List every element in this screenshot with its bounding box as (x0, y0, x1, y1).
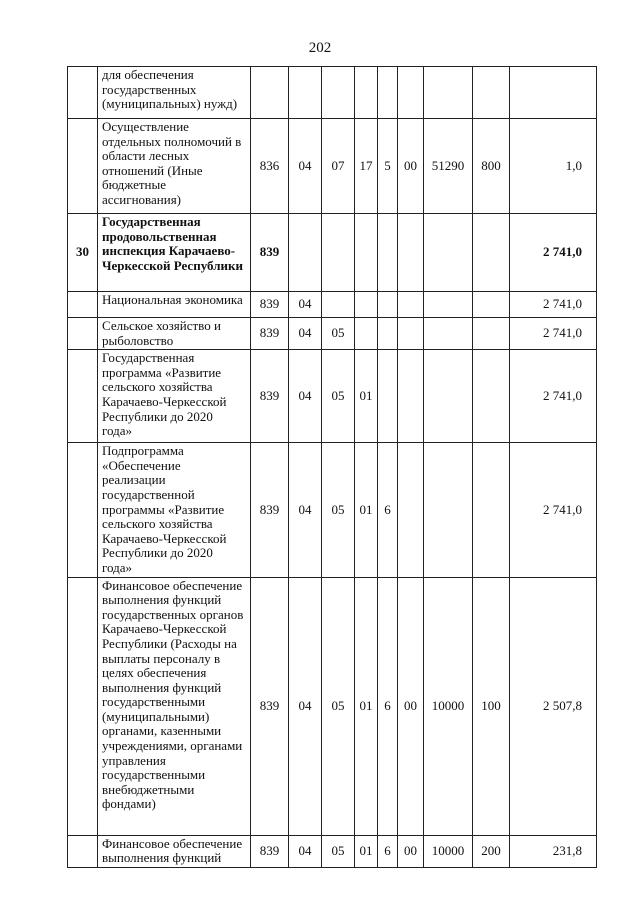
section-code-cell: 04 (289, 119, 322, 214)
program-code-cell (355, 318, 378, 350)
subprogram-code-cell: 6 (378, 835, 398, 867)
program-code-cell: 01 (355, 443, 378, 577)
section-code-cell: 04 (289, 350, 322, 443)
subprogram-code-cell (378, 318, 398, 350)
expense-type-cell: 200 (473, 835, 510, 867)
ministry-code-cell: 839 (251, 835, 289, 867)
expense-type-cell (473, 318, 510, 350)
program-code-cell: 01 (355, 835, 378, 867)
amount-cell: 2 741,0 (510, 214, 597, 292)
subprogram-code-cell (378, 350, 398, 443)
subprogram-code-cell: 6 (378, 443, 398, 577)
section-code-cell: 04 (289, 292, 322, 318)
subsection-code-cell: 05 (322, 318, 355, 350)
subprogram-code-cell (378, 292, 398, 318)
expense-type-cell: 100 (473, 577, 510, 835)
amount-cell (510, 67, 597, 119)
target-article-cell: 10000 (424, 835, 473, 867)
direction-code-cell: 00 (398, 577, 424, 835)
expense-type-cell (473, 214, 510, 292)
section-code-cell (289, 214, 322, 292)
page-number: 202 (308, 40, 332, 56)
ministry-code-cell (251, 67, 289, 119)
expense-type-cell (473, 67, 510, 119)
table-row (68, 119, 597, 214)
row-number-cell: 30 (68, 214, 98, 292)
subprogram-code-cell: 6 (378, 577, 398, 835)
row-number-cell (68, 577, 98, 835)
target-article-cell (424, 318, 473, 350)
ministry-code-cell: 839 (251, 318, 289, 350)
ministry-code-cell: 839 (251, 214, 289, 292)
table-row (68, 214, 597, 292)
table-row (68, 67, 597, 119)
section-code-cell: 04 (289, 835, 322, 867)
subsection-code-cell: 05 (322, 577, 355, 835)
row-name-cell: Осуществление отдельных полномочий в области лесных отношений (Иные бюджетные ассигнования) (98, 119, 251, 214)
budget-table-body (68, 67, 597, 868)
direction-code-cell (398, 350, 424, 443)
row-number-cell (68, 119, 98, 214)
expense-type-cell (473, 292, 510, 318)
direction-code-cell: 00 (398, 119, 424, 214)
target-article-cell (424, 350, 473, 443)
row-name-cell: Финансовое обеспечение выполнения функций государственных органов Карачаево-Черкесской Республики (Расходы на выплаты персоналу в целях обеспечения выполнения функций государственными (муниципальными) органами, казенными учреждениями, органами управления государственными внебюджетными фондами) (98, 577, 251, 835)
subsection-code-cell (322, 214, 355, 292)
ministry-code-cell: 836 (251, 119, 289, 214)
direction-code-cell (398, 292, 424, 318)
section-code-cell (289, 67, 322, 119)
target-article-cell (424, 67, 473, 119)
subsection-code-cell: 05 (322, 835, 355, 867)
direction-code-cell (398, 443, 424, 577)
amount-cell: 2 741,0 (510, 350, 597, 443)
row-name-cell: Подпрограмма «Обеспечение реализации государственной программы «Развитие сельского хозяйства Карачаево-Черкесской Республики до 2020 года» (98, 443, 251, 577)
direction-code-cell (398, 67, 424, 119)
table-row (68, 835, 597, 867)
subprogram-code-cell (378, 214, 398, 292)
table-row (68, 443, 597, 577)
program-code-cell (355, 67, 378, 119)
amount-cell: 2 741,0 (510, 318, 597, 350)
program-code-cell (355, 292, 378, 318)
subsection-code-cell: 07 (322, 119, 355, 214)
section-code-cell: 04 (289, 577, 322, 835)
target-article-cell (424, 443, 473, 577)
amount-cell: 2 741,0 (510, 292, 597, 318)
program-code-cell (355, 214, 378, 292)
program-code-cell: 17 (355, 119, 378, 214)
ministry-code-cell: 839 (251, 443, 289, 577)
section-code-cell: 04 (289, 318, 322, 350)
subsection-code-cell: 05 (322, 443, 355, 577)
table-row (68, 318, 597, 350)
target-article-cell: 51290 (424, 119, 473, 214)
expense-type-cell (473, 443, 510, 577)
direction-code-cell (398, 214, 424, 292)
subprogram-code-cell (378, 67, 398, 119)
table-row (68, 577, 597, 835)
expense-type-cell: 800 (473, 119, 510, 214)
row-name-cell: Государственная продовольственная инспекция Карачаево-Черкесской Республики (98, 214, 251, 292)
row-number-cell (68, 318, 98, 350)
row-number-cell (68, 292, 98, 318)
row-name-cell: Сельское хозяйство и рыболовство (98, 318, 251, 350)
ministry-code-cell: 839 (251, 292, 289, 318)
subprogram-code-cell: 5 (378, 119, 398, 214)
table-row (68, 292, 597, 318)
row-name-cell: Финансовое обеспечение выполнения функций (98, 835, 251, 867)
row-name-cell: Национальная экономика (98, 292, 251, 318)
row-number-cell (68, 835, 98, 867)
program-code-cell: 01 (355, 577, 378, 835)
row-name-cell: для обеспечения государственных (муниципальных) нужд) (98, 67, 251, 119)
target-article-cell (424, 214, 473, 292)
expense-type-cell (473, 350, 510, 443)
amount-cell: 231,8 (510, 835, 597, 867)
row-number-cell (68, 443, 98, 577)
amount-cell: 1,0 (510, 119, 597, 214)
amount-cell: 2 741,0 (510, 443, 597, 577)
direction-code-cell: 00 (398, 835, 424, 867)
direction-code-cell (398, 318, 424, 350)
row-number-cell (68, 350, 98, 443)
program-code-cell: 01 (355, 350, 378, 443)
ministry-code-cell: 839 (251, 350, 289, 443)
target-article-cell (424, 292, 473, 318)
subsection-code-cell: 05 (322, 350, 355, 443)
subsection-code-cell (322, 292, 355, 318)
row-number-cell (68, 67, 98, 119)
amount-cell: 2 507,8 (510, 577, 597, 835)
ministry-code-cell: 839 (251, 577, 289, 835)
table-row (68, 350, 597, 443)
budget-table (67, 66, 597, 868)
section-code-cell: 04 (289, 443, 322, 577)
subsection-code-cell (322, 67, 355, 119)
target-article-cell: 10000 (424, 577, 473, 835)
row-name-cell: Государственная программа «Развитие сельского хозяйства Карачаево-Черкесской Республики до 2020 года» (98, 350, 251, 443)
